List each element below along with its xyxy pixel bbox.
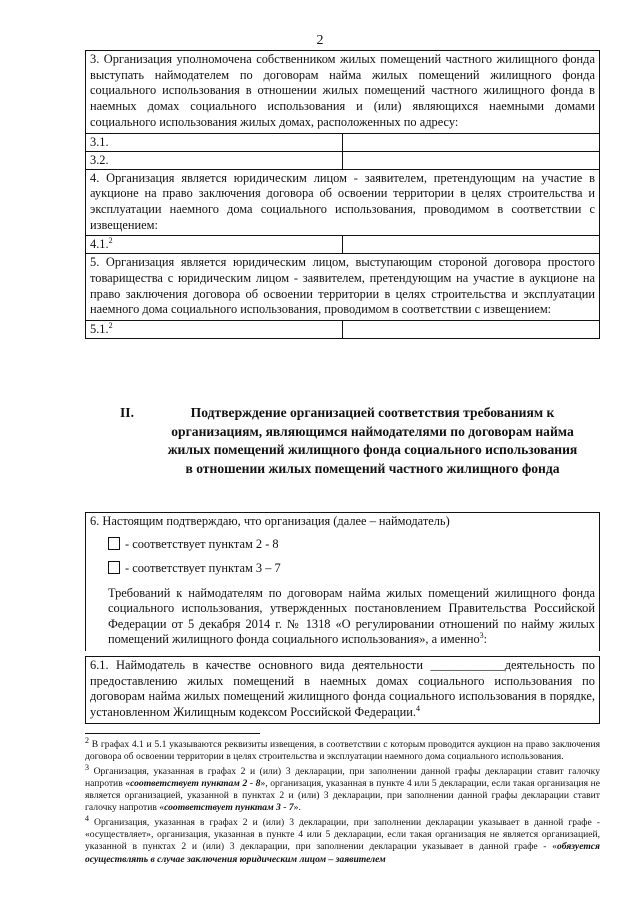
- footnote-divider: [85, 733, 260, 734]
- section-2-number: II.: [120, 405, 134, 420]
- section-2-heading: [110, 404, 580, 478]
- row-5-1-value[interactable]: [343, 321, 600, 339]
- row-4-1-label: 4.1.$^2$: [86, 236, 343, 254]
- check-3-7-label: - соответствует пунктам 3 – 7: [125, 560, 281, 575]
- row-5-1-label: 5.1.$^2$: [86, 321, 343, 339]
- check-3-7-row: [86, 560, 599, 576]
- item-3-text: 3. Организация уполномочена собственником жилых помещений частного жилищного фонда выступать наймодателем по договорам найма жилых помещений жилищного фонда социального использования в отношении жилых помещений частного жилищного фонда в наемных домах социального использования и (или) являющихся наемными домами социального использования жилых домах, расположенных по адресу:: [86, 51, 600, 134]
- row-4-1-value[interactable]: [343, 236, 600, 254]
- row-3-1-value[interactable]: [343, 133, 600, 151]
- footnote-3: $^3$ Организация, указанная в графах 2 и (или) 3 декларации, при заполнении данной графы декларации ставит галочку напротив «соответствует пунктам 2 - 8», организация, указанная в пункте 4 или 5 декларации, если такая организация не является организацией, указанной в пунктах 2 и (или) 3 декларации, при заполнении данной графы декларации ставит галочку напротив «соответствует пунктам 3 - 7».: [85, 762, 600, 814]
- footnotes: [85, 735, 600, 868]
- item-4-text: 4. Организация является юридическим лицом - заявителем, претендующим на участие в аукционе на право заключения договора об освоении территории в целях строительства и эксплуатации наемного дома социального использования, проводимом в соответствии с извещением:: [86, 169, 600, 236]
- checkbox-3-7[interactable]: [108, 561, 120, 574]
- section1-table: [85, 50, 600, 339]
- footnote-ref-3: 3: [479, 631, 484, 641]
- row-3-1-label: 3.1.: [86, 133, 343, 151]
- check-2-8-label: - соответствует пунктам 2 - 8: [125, 536, 279, 551]
- footnote-4: $^4$ Организация, указанная в графах 2 и (или) 3 декларации, при заполнении декларации указывает в данной графе - «осуществляет», организация, указанная в пункте 4 или 5 декларации, если такая организация не является организацией, указанной в пунктах 2 и (или) 3 декларации, при заполнении декларации указывает в данной графе - «обязуется осуществлять в случае заключения юридическим лицом – заявителем: [85, 813, 600, 865]
- row-3-2-value[interactable]: [343, 151, 600, 169]
- page-number: 2: [316, 33, 324, 48]
- item-6-1-text: 6.1. Наймодатель в качестве основного вида деятельности ____________деятельность по предоставлению жилых помещений в наемных домах социального использования по договорам найма жилых помещений жилищного фонда социального использования в порядке, установленном Жилищным кодексом Российской Федерации.$^4$: [85, 656, 600, 724]
- checkbox-2-8[interactable]: [108, 537, 120, 550]
- section-2-title: Подтверждение организацией соответствия требованиям к организациям, являющимся наймодателями по договорам найма жилых помещений жилищного фонда социального использования в отношении жилых помещений частного жилищного фонда: [167, 405, 578, 476]
- footnote-ref-2: 2: [108, 236, 113, 246]
- item-6-text: 6. Настоящим подтверждаю, что организация (далее – наймодатель): [90, 514, 450, 528]
- check-2-8-row: [86, 536, 599, 552]
- row-3-2-label: 3.2.: [86, 151, 343, 169]
- footnote-ref-4: 4: [416, 703, 421, 713]
- item-6-block: [85, 512, 600, 651]
- requirements-text: Требований к наймодателям по договорам найма жилых помещений жилищного фонда социального использования, утвержденных постановлением Правительства Российской Федерации от 5 декабря 2014 г. № 1318 «О регулировании отношений по найму жилых помещений жилищного фонда социального использования», а именно$^3$:: [108, 585, 595, 647]
- footnote-ref-2b: 2: [108, 321, 113, 331]
- footnote-2: $^2$ В графах 4.1 и 5.1 указываются реквизиты извещения, в соответствии с которым проводится аукцион на право заключения договора об освоении территории в целях строительства и эксплуатации наемного дома социального использования.: [85, 735, 600, 763]
- item-5-text: 5. Организация является юридическим лицом, выступающим стороной договора простого товарищества с юридическим лицом - заявителем, претендующим на участие в аукционе на право заключения договора об освоении территории в целях строительства и эксплуатации наемного дома социального использования, проводимом в соответствии с извещением:: [86, 254, 600, 321]
